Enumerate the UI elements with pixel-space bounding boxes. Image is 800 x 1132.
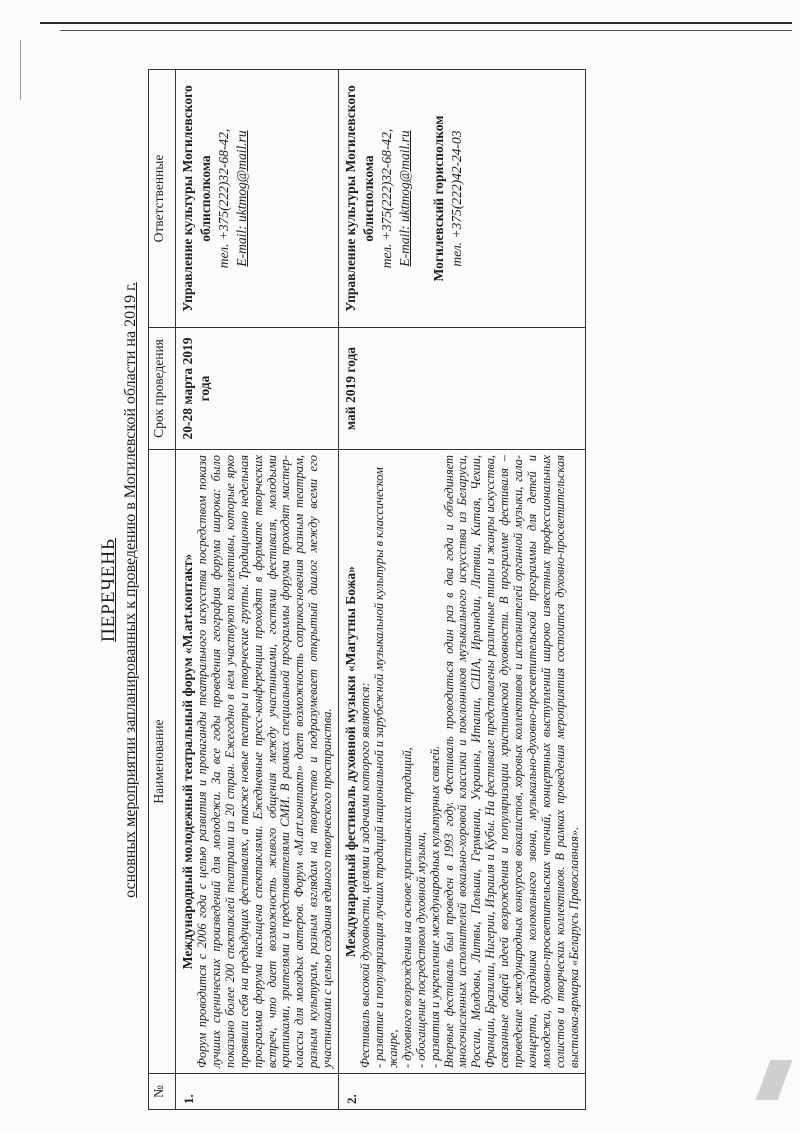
document-title: ПЕРЕЧЕНЬ	[98, 537, 119, 643]
responsible-email: E-mail: uktmog@mail.ru	[397, 130, 413, 267]
col-header-responsible: Ответственные	[149, 70, 176, 328]
event-title: Международный молодежный театральный форум «M.art.контакт»	[180, 553, 195, 970]
responsible-org: Могилевский горисполком	[431, 115, 447, 282]
list-item: - духовного возрождения на основе христианских традиций,	[401, 455, 415, 1068]
list-item: - обогащение посредством духовной музыки,	[415, 455, 429, 1068]
responsible-phone: тел. +375(222)32-68-42,	[379, 128, 395, 269]
event-description: Форум проводится с 2006 года с целью развития и пропаганды театрального искусства посредством показа лучших сценических произведений для молодежи. За все годы проведения география форума широка: было показано более 200 спектаклей театрами из 20 стран. Ежегодно в нем участвуют коллективы, которые ярко проявили себя на предыдущих фестивалях, а также новые театры и творческие группы. Традиционно недельная программа форума насыщена спектаклями. Ежедневные пресс-конференции проходят в формате творческих встреч, что дает возможность живого общения между участниками, гостями фестиваля, молодыми критиками, зрителями и представителями СМИ. В рамках специальной программы форума проходят мастер-классы для молодых актеров. Форум «M.art.контакт» дает возможность соприкосновения разным театрам, разным культурам, разным взглядам на творчество и подразумевает открытый диалог между всеми его участниками с целью создания единого творческого пространства.	[195, 455, 335, 1068]
event-description: Впервые фестиваль был проведен в 1993 году. Фестиваль проводиться один раз в два года и объединяет многочисленных исполнителей вокально-хоровой классики и поклонников музыкального искусства из Беларуси, России, Молдовы, Литвы, Польши, Германии, Украины, Италии, США, Ирландии, Латвии, Китая, Чехии, Франции, Бразилии, Нигерии, Израиля и Кубы. На фестивале представлены различные типы и жанры искусства, связанные общей идеей возрождения и популяризации христианской духовности. В программе фестиваля – проведение международных конкурсов вокалистов, хоровых коллективов и исполнителей органной музыки, гала-концерта, праздника колокольного звона, музыкально-духовно-просветительской программы для детей и молодежи, духовно-просветительских чтений, концертных выступлений широко известных профессиональных солистов и творческих коллективов. В рамках проведения мероприятия состоится духовно-просветительская выставка-ярмарка «Беларусь Православная».	[441, 455, 581, 1068]
scan-corner-artifact	[756, 1060, 793, 1100]
row-number: 2.	[339, 1074, 586, 1110]
responsible-phone: тел. +375(222)42-24-03	[449, 130, 465, 267]
events-table	[148, 69, 586, 1110]
event-intro: Фестиваль высокой духовности, целями и задачами которого являются:	[358, 682, 373, 1068]
event-title: Международный фестиваль духовной музыки «Магутны Божа»	[343, 566, 359, 957]
col-header-date: Срок проведения	[149, 328, 176, 450]
table-header-row	[149, 70, 176, 1110]
table-row	[176, 70, 339, 1110]
event-date: 20-28 марта 2019 года	[176, 328, 339, 450]
responsible-org: Управление культуры Могилевского облисполкома	[343, 85, 377, 312]
event-goals-list	[373, 455, 443, 1068]
list-item: - развития и укрепление международных культурных связей.	[429, 455, 443, 1068]
scan-border-top	[40, 22, 792, 24]
spacer	[414, 75, 430, 322]
scan-border-line	[60, 30, 792, 31]
responsible-cell	[176, 70, 339, 328]
responsible-phone: тел. +375(222)32-68-42,	[216, 128, 231, 269]
scan-artifact	[20, 40, 21, 100]
document-page	[98, 70, 744, 1110]
event-cell	[176, 450, 339, 1074]
responsible-cell	[339, 70, 586, 328]
document-subtitle: основных мероприятии запланированных к проведению в Могилевской области на 2019 г.	[122, 282, 139, 898]
table-row	[339, 70, 586, 1110]
event-date: май 2019 года	[339, 328, 586, 450]
event-cell	[339, 450, 586, 1074]
responsible-email: E-mail: uktmog@mail.ru	[234, 130, 249, 267]
col-header-name: Наименование	[149, 450, 176, 1074]
row-number: 1.	[176, 1074, 339, 1110]
list-item: - развитие и популяризация лучших традиций национальной и зарубежной музыкальной культуры в классическом жанре,	[373, 455, 401, 1068]
responsible-org: Управление культуры Могилевского облисполкома	[180, 85, 213, 312]
col-header-num: №	[149, 1074, 176, 1110]
